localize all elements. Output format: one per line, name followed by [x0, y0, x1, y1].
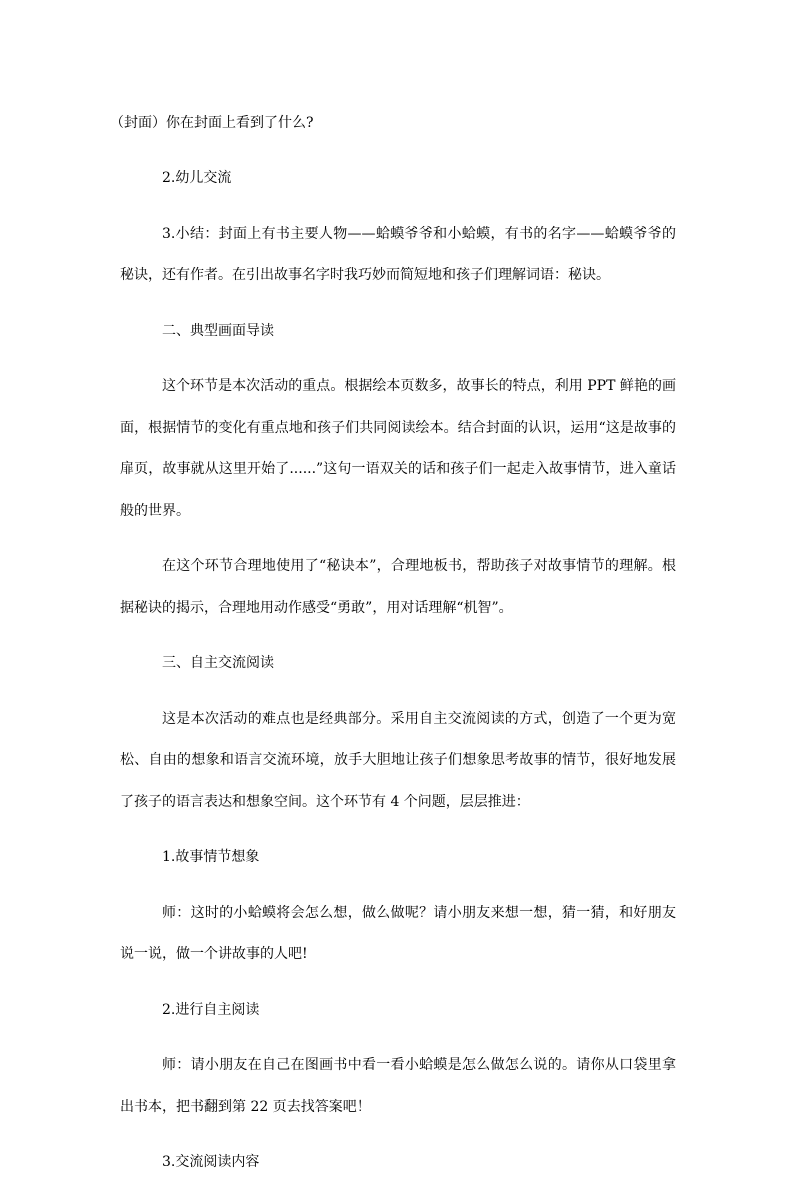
section-heading-self-reading: 三、自主交流阅读 — [162, 655, 274, 672]
paragraph-teacher-prompt-2: 师：请小朋友在自己在图画书中看一看小蛤蟆是怎么做怎么说的。请你从口袋里拿出书本，把书翻到第 22 页去找答案吧！ — [120, 1057, 676, 1115]
item-story-imagination: 1.故事情节想象 — [162, 849, 260, 866]
paragraph-secret-book: 在这个环节合理地使用了“秘诀本”，合理地板书，帮助孩子对故事情节的理解。根据秘诀的揭示，合理地用动作感受“勇敢”，用对话理解“机智”。 — [120, 558, 676, 616]
item-exchange-content: 3.交流阅读内容 — [162, 1154, 260, 1171]
document-body — [110, 103, 676, 1197]
item-self-reading: 2.进行自主阅读 — [162, 1001, 260, 1018]
paragraph-child-exchange: 2.幼儿交流 — [162, 170, 232, 187]
paragraph-teacher-prompt-1: 师：这时的小蛤蟆将会怎么想，做么做呢？请小朋友来想一想，猜一猜，和好朋友说一说，做一个讲故事的人吧! — [120, 904, 676, 963]
paragraph-cover-question: （封面）你在封面上看到了什么? — [110, 115, 314, 131]
section-heading-typical-reading: 二、典型画面导读 — [162, 322, 274, 339]
paragraph-key-point: 这个环节是本次活动的重点。根据绘本页数多，故事长的特点，利用 PPT 鲜艳的画面，根据情节的变化有重点地和孩子们共同阅读绘本。结合封面的认识，运用“这是故事的扉页，故事就从这里开始了......”这句一语双关的话和孩子们一起走入故事情节，进入童话般的世界。 — [120, 378, 676, 519]
paragraph-difficulty: 这是本次活动的难点也是经典部分。采用自主交流阅读的方式，创造了一个更为宽松、自由的想象和语言交流环境，放手大胆地让孩子们想象思考故事的情节，很好地发展了孩子的语言表达和想象空间。这个环节有 4 个问题，层层推进： — [120, 710, 676, 810]
paragraph-summary: 3.小结：封面上有书主要人物——蛤蟆爷爷和小蛤蟆，有书的名字——蛤蟆爷爷的秘诀，还有作者。在引出故事名字时我巧妙而简短地和孩子们理解词语：秘诀。 — [120, 225, 676, 284]
